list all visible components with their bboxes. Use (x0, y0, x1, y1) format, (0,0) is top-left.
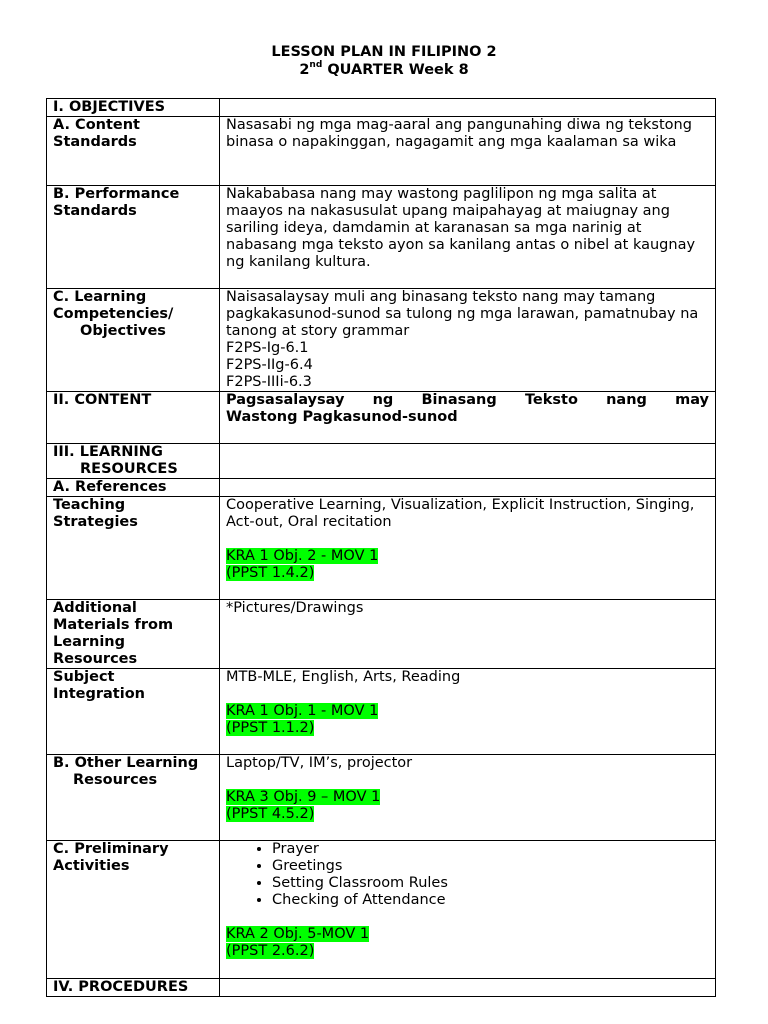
row-subject-integration (47, 669, 716, 755)
spacer (226, 772, 709, 789)
list-item: • Setting Classroom Rules (272, 875, 709, 892)
other-resources-label (47, 755, 220, 841)
activities-list (226, 841, 709, 909)
kra-tag: KRA 1 Obj. 2 - MOV 1 (226, 548, 379, 564)
content-standards-value: Nasasabi ng mga mag-aaral ang pangunahing diwa ng tekstong binasa o napakinggan, nagagamit ang mga kaalaman sa wika (220, 117, 716, 186)
ppst-tag: (PPST 4.5.2) (226, 806, 315, 822)
integration-text: MTB-MLE, English, Arts, Reading (226, 669, 461, 685)
label-line: Standards (53, 203, 137, 219)
learning-resources-label (47, 444, 220, 479)
ppst-tag: (PPST 1.4.2) (226, 565, 315, 581)
label-line: Activities (53, 858, 130, 874)
label-line: Resources (53, 651, 138, 667)
procedures-label: IV. PROCEDURES (47, 979, 220, 997)
label-line: B. Other Learning (53, 755, 199, 771)
list-item: • Prayer (272, 841, 709, 858)
row-references (47, 479, 716, 497)
subject-integration-label (47, 669, 220, 755)
label-line: A. Content (53, 117, 140, 133)
competency-code: F2PS-Ig-6.1 (226, 340, 309, 356)
teaching-strategies-label (47, 497, 220, 600)
row-objectives (47, 99, 716, 117)
lesson-plan-table (46, 98, 716, 997)
learning-resources-value (220, 444, 716, 479)
other-resources-value (220, 755, 716, 841)
label-line: RESOURCES (80, 461, 178, 477)
label-line: Learning (53, 634, 126, 650)
additional-materials-label (47, 600, 220, 669)
label-line: Additional (53, 600, 137, 616)
list-item: • Greetings (272, 858, 709, 875)
preliminary-activities-label (47, 841, 220, 979)
spacer (226, 531, 709, 548)
label-line: III. LEARNING (53, 444, 163, 460)
list-item: • Checking of Attendance (272, 892, 709, 909)
row-content (47, 392, 716, 444)
kra-tag: KRA 3 Obj. 9 – MOV 1 (226, 789, 381, 805)
content-label: II. CONTENT (47, 392, 220, 444)
content-title-line: Pagsasalaysay ng Binasang Teksto nang may (226, 392, 709, 408)
label-line: C. Learning (53, 289, 147, 305)
label-line: Resources (73, 772, 158, 788)
label-line: Standards (53, 134, 137, 150)
kra-tag: KRA 2 Obj. 5-MOV 1 (226, 926, 370, 942)
label-line: C. Preliminary (53, 841, 169, 857)
quarter-number: 2 (299, 62, 310, 78)
row-preliminary-activities (47, 841, 716, 979)
quarter-week: QUARTER Week 8 (322, 62, 469, 78)
label-line: Materials from (53, 617, 174, 633)
spacer (226, 909, 709, 926)
ppst-tag: (PPST 2.6.2) (226, 943, 315, 959)
row-content-standards (47, 117, 716, 186)
label-line: Teaching (53, 497, 126, 513)
content-value (220, 392, 716, 444)
performance-standards-label (47, 186, 220, 289)
competency-code: F2PS-IIg-6.4 (226, 357, 313, 373)
row-additional-materials (47, 600, 716, 669)
subject-integration-value (220, 669, 716, 755)
row-procedures (47, 979, 716, 997)
label-line: Competencies/ (53, 306, 174, 322)
objectives-value (220, 99, 716, 117)
procedures-value (220, 979, 716, 997)
competency-code: F2PS-IIIi-6.3 (226, 374, 312, 390)
quarter-ordinal: nd (309, 60, 323, 71)
objectives-label: I. OBJECTIVES (47, 99, 220, 117)
label-line: B. Performance (53, 186, 180, 202)
label-line: Objectives (80, 323, 166, 339)
row-learning-competencies (47, 289, 716, 392)
label-line: Strategies (53, 514, 138, 530)
resources-text: Laptop/TV, IM’s, projector (226, 755, 413, 771)
strategies-text: Cooperative Learning, Visualization, Explicit Instruction, Singing, Act-out, Oral recitation (226, 497, 695, 530)
row-other-resources (47, 755, 716, 841)
learning-competencies-value (220, 289, 716, 392)
page-subtitle (0, 61, 768, 79)
additional-materials-value: *Pictures/Drawings (220, 600, 716, 669)
content-title-line: Wastong Pagkasunod-sunod (226, 409, 458, 425)
spacer (226, 686, 709, 703)
teaching-strategies-value (220, 497, 716, 600)
performance-standards-value: Nakababasa nang may wastong paglilipon ng mga salita at maayos na nakasusulat upang maipahayag at maiugnay ang sariling ideya, damdamin at karanasan sa mga narinig at nabasang mga teksto ayon sa kanilang antas o nibel at kaugnay ng kanilang kultura. (220, 186, 716, 289)
label-line: Integration (53, 686, 145, 702)
row-teaching-strategies (47, 497, 716, 600)
references-value (220, 479, 716, 497)
row-learning-resources (47, 444, 716, 479)
content-standards-label (47, 117, 220, 186)
page-title: LESSON PLAN IN FILIPINO 2 (271, 44, 497, 60)
preliminary-activities-value (220, 841, 716, 979)
row-performance-standards (47, 186, 716, 289)
references-label: A. References (47, 479, 220, 497)
ppst-tag: (PPST 1.1.2) (226, 720, 315, 736)
label-line: Subject (53, 669, 115, 685)
kra-tag: KRA 1 Obj. 1 - MOV 1 (226, 703, 379, 719)
learning-competencies-label (47, 289, 220, 392)
competency-text: Naisasalaysay muli ang binasang teksto nang may tamang pagkakasunod-sunod sa tulong ng mga larawan, pamatnubay na tanong at story grammar (226, 289, 699, 339)
